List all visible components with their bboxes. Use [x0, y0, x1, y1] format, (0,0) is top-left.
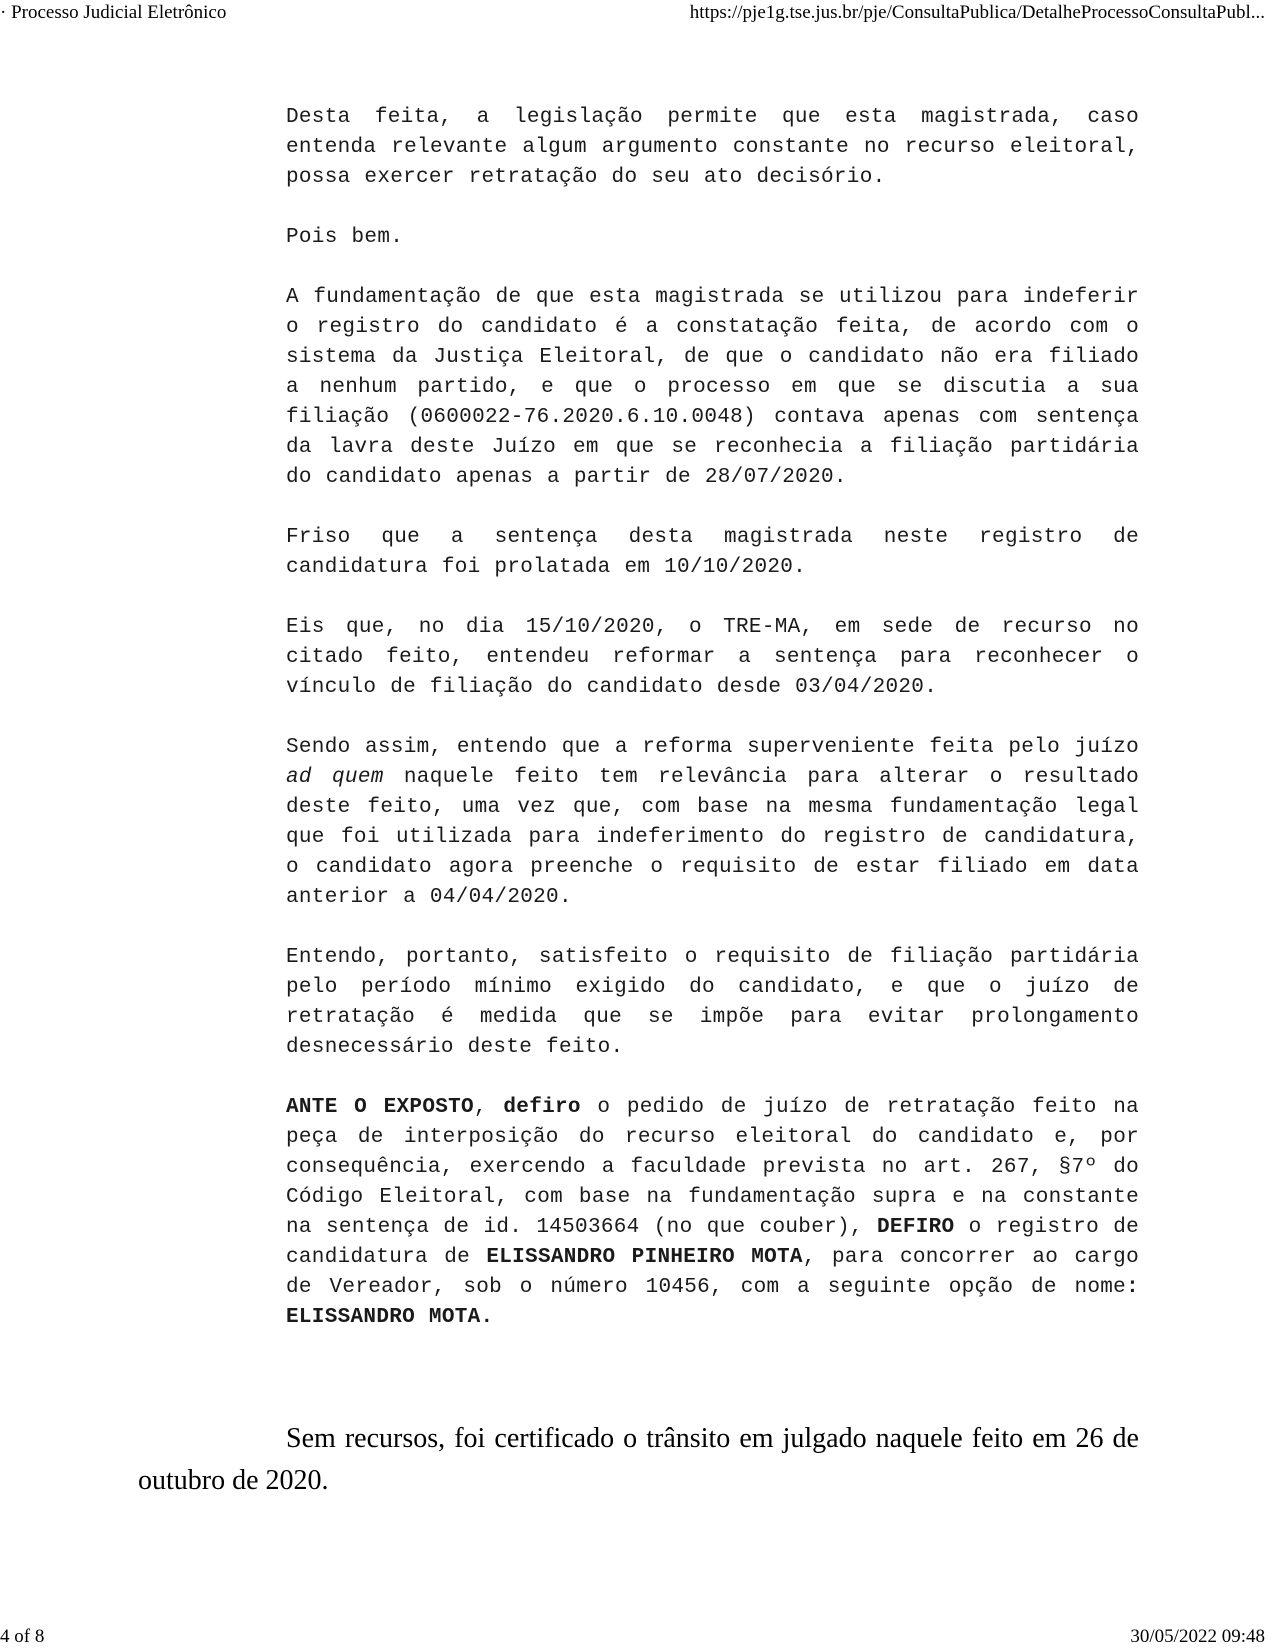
quote-p6-text-a: Sendo assim, entendo que a reforma superveniente feita pelo juízo — [286, 736, 1139, 759]
quote-p8-text-4: , para concorrer ao cargo de Vereador, sob o número 10456, com a seguinte opção de nome — [286, 1246, 1139, 1299]
quote-p8-text-1: , — [473, 1096, 504, 1119]
print-footer — [0, 1624, 1275, 1650]
quote-paragraph-8 — [286, 1093, 1139, 1333]
quote-p8-text-3: o registro de candidatura de — [286, 1216, 1139, 1269]
quote-p8-text-2: o pedido de juízo de retratação feito na peça de interposição do recurso eleitoral do candidato e, por consequência, exercendo a faculdade prevista no art. 267, §7º do Código Eleitoral, com base na fundamentação supra e na constante na sentença de id. 14503664 (no que couber), — [286, 1096, 1140, 1239]
quote-paragraph-2: Pois bem. — [286, 226, 404, 249]
quote-p6-text-b: naquele feito tem relevância para alterar o resultado deste feito, uma vez que, com base na mesma fundamentação legal que foi utilizada para indeferimento do registro de candidatura, o candidato agora preenche o requisito de estar filiado em data anterior a 04/04/2020. — [286, 766, 1139, 909]
quote-paragraph-7: Entendo, portanto, satisfeito o requisito de filiação partidária pelo período mínimo exigido do candidato, e que o juízo de retratação é medida que se impõe para evitar prolongamento desnecessário deste feito. — [286, 946, 1139, 1059]
quote-paragraph-3: A fundamentação de que esta magistrada se utilizou para indeferir o registro do candidato é a constatação feita, de acordo com o sistema da Justiça Eleitoral, de que o candidato não era filiado a nenhum partido, e que o processo em que se discutia a sua filiação (0600022-76.2020.6.10.0048) contava apenas com sentença da lavra deste Juízo em que se reconhecia a filiação partidária do candidato apenas a partir de 28/07/2020. — [286, 286, 1139, 489]
quote-p8-bold-3: DEFIRO — [877, 1216, 955, 1239]
footer-page-number: 4 of 8 — [0, 1626, 45, 1647]
quote-p8-bold-5: : ELISSANDRO MOTA. — [286, 1276, 1139, 1329]
quote-p8-bold-2: defiro — [503, 1096, 581, 1119]
quote-p8-bold-1: ANTE O EXPOSTO — [286, 1096, 474, 1119]
quote-paragraph-6 — [286, 733, 1139, 913]
quoted-decision — [286, 103, 1139, 1363]
quote-p6-italic: ad quem — [286, 766, 384, 789]
body-paragraph: Sem recursos, foi certificado o trânsito em julgado naquele feito em 26 de outubro de 2020. — [138, 1423, 1139, 1496]
header-page-title: · Processo Judicial Eletrônico — [0, 2, 227, 23]
quote-p8-bold-4: ELISSANDRO PINHEIRO MOTA — [486, 1246, 803, 1269]
header-url: https://pje1g.tse.jus.br/pje/ConsultaPublica/DetalheProcessoConsultaPubl... — [689, 2, 1265, 23]
quote-paragraph-4: Friso que a sentença desta magistrada neste registro de candidatura foi prolatada em 10/10/2020. — [286, 526, 1139, 579]
footer-timestamp: 30/05/2022 09:48 — [1130, 1626, 1265, 1647]
print-header — [0, 0, 1275, 26]
quote-paragraph-5: Eis que, no dia 15/10/2020, o TRE-MA, em sede de recurso no citado feito, entendeu reformar a sentença para reconhecer o vínculo de filiação do candidato desde 03/04/2020. — [286, 616, 1139, 699]
quote-paragraph-1: Desta feita, a legislação permite que esta magistrada, caso entenda relevante algum argumento constante no recurso eleitoral, possa exercer retratação do seu ato decisório. — [286, 106, 1139, 189]
